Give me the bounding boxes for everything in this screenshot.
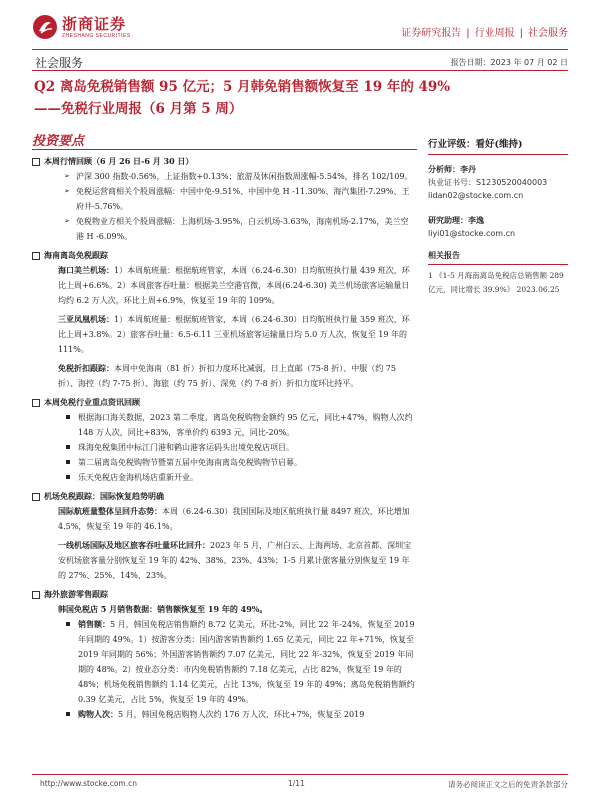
sales-item [32,617,417,707]
section-bar [32,51,568,71]
buyers-item [32,707,417,722]
discount-paragraph [32,361,417,391]
tier1-paragraph [32,538,417,583]
analyst-email[interactable]: lidan02@stocke.com.cn [428,191,524,200]
tier1-head: 一线机场国际及地区旅客吞吐量环比回升： [58,540,210,550]
haikou-head: 海口美兰机场： [58,265,114,275]
list-item: ➢ 免税物业方相关个股周涨幅：上海机场-3.95%，白云机场-3.63%，海南机场-2.17%，美兰空港 H -6.09%。 [32,214,417,244]
report-title [34,76,574,120]
page-header [32,10,568,50]
title-line-1: Q2 离岛免税销售额 95 亿元；5 月韩免销售额恢复至 19 年的 49% [34,79,451,95]
airport-heading: 机场免税跟踪：国际恢复趋势明确 [32,489,417,504]
assistant-label: 研究助理： [428,215,468,225]
assistant-email[interactable]: liyi01@stocke.com.cn [428,229,516,238]
news-heading: 本周免税行业重点资讯回顾 [32,395,417,410]
haikou-text: 1）本周航班量：根据航班管家，本周（6.24-6.30）日均航班执行量 439 班次，环比上周+6.6%。2）本周旅客吞吐量：根据美兰空港官微，本周(6.24-6.30) 美兰机场旅客运输量日均约 6.2 万人次，环比上周+6.9%，恢复至 19 年的 109%。 [58,266,410,305]
footer-disclaimer: 请务必阅读正文之后的免责条款部分 [448,780,568,789]
company-logo [32,12,131,42]
list-item: 根据海口海关数据，2023 第二季度，离岛免税购物金额约 95 亿元，同比+47%，购物人次约 148 万人次，同比+83%，客单价约 6393 元，同比-20%。 [32,410,417,440]
logo-cn: 浙商证券 [62,14,127,33]
tier1-text: 2023 年 5 月，广州白云、上海两场、北京首都、深圳宝安机场旅客量分别恢复至 19 年的 42%、38%、23%、43%；1-5 月累计旅客量分别恢复至 19 年的 27%、25%、14%、23%。 [58,541,412,580]
assistant-line [428,214,568,227]
sanya-paragraph [32,312,417,357]
intl-head: 国际航班量整体呈回升态势： [58,506,162,516]
related-report-link[interactable]: 1 《1-5 月海南离岛免税店总销售额 289 亿元，同比增长 39.9%》 2023.06.25 [428,271,564,294]
analyst-label: 分析师： [428,164,460,174]
intl-text: 本周（6.24-6.30）我国国际及地区航班执行量 8497 班次，环比增加 4.5%，恢复至 19 年的 46.1%。 [58,507,410,531]
section-divider [32,70,568,71]
list-item: ➢ 免税运营商相关个股周涨幅：中国中免-9.51%、中国中免 H -11.30%、海汽集团-7.29%、王府井-5.76%。 [32,184,417,214]
section-name: 社会服务 [35,56,84,70]
invest-heading: 投资要点 [32,130,417,150]
crumb-report-type: 证券研究报告 [401,28,462,39]
discount-text: 本周中免海南（81 折）折扣力度环比减弱，日上直邮（75-8 折）、中服（约 75 折）、海控（约 7-75 折）、海旅（约 75 折）、深免（约 7-8 折）折扣力度环比持平。 [58,364,396,388]
assistant-name: 李逸 [468,215,484,225]
page-number: 1/11 [288,779,305,788]
sanya-head: 三亚凤凰机场： [58,314,114,324]
analyst-name: 李丹 [460,164,476,174]
haikou-paragraph [32,263,417,308]
page-footer [32,774,568,790]
list-item: 第二届离岛免税购物节暨第五届中免海南离岛免税购物节启幕。 [32,455,417,470]
industry-rating: 行业评级：看好(维持) [428,136,568,155]
title-line-2: ——免税行业周报（6 月第 5 周） [34,101,243,117]
related-reports-heading: 相关报告 [428,250,568,265]
logo-icon [32,14,58,40]
breadcrumb: 证券研究报告 | 行业周报 | 社会服务 [401,28,568,39]
hainan-tracking-heading: 海南离岛免税跟踪 [32,248,417,263]
market-review-heading: 本周行情回顾（6 月 26 日-6 月 30 日） [32,154,417,169]
crumb-weekly: 行业周报 [474,28,515,39]
analyst-line [428,163,568,176]
overseas-heading: 海外旅游零售跟踪 [32,587,417,602]
crumb-sector: 社会服务 [528,28,568,39]
analyst-cert: 执业证书号：S1230520040003 [428,178,548,187]
side-column [428,130,568,297]
buyers-text: 5 月，韩国免税店购物人次约 176 万人次，环比+7%，恢复至 2019 [118,710,365,719]
discount-head: 免税折扣跟踪： [58,363,114,373]
list-item: 乐天免税店金海机场店重新开业。 [32,470,417,485]
footer-url[interactable]: http://www.stocke.com.cn [40,779,137,788]
main-column [32,130,417,722]
list-item: ➢ 沪深 300 指数-0.56%，上证指数+0.13%；旅游及休闲指数周涨幅-5.54%，排名 102/109。 [32,169,417,184]
list-item: 珠海免税集团中标江门港和鹤山港客运码头出境免税店项目。 [32,440,417,455]
buyers-label: 购物人次： [78,709,118,719]
sanya-text: 1）本周航班量：根据航班管家，本周（6.24-6.30）日均航班执行量 359 班次，环比上周+3.8%。2）旅客吞吐量：6.5-6.11 三亚机场旅客运输量日均 5.0 万人次，恢复至 19 年的 111%。 [58,315,410,354]
logo-en: ZHESHANG SECURITIES [62,32,131,39]
report-date: 报告日期：2023 年 07 月 02 日 [450,58,568,67]
sales-text: 5 月，韩国免税店销售额约 8.72 亿美元，环比-2%，同比 22 年-24%，恢复至 2019 年同期的 49%。1）按游客分类：国内游客销售额约 1.65 亿美元，同比 22 年+71%，恢复至 2019 年同期的 56%；外国游客销售额约 7.07 亿美元，同比 22 年-32%，恢复至 2019 年同期的 48%。2）按业态分类：市内免税销售额约 7.18 亿美元，占比 82%，恢复至 19 年的 48%；机场免税销售额约 1.14 亿美元，占比 13%，恢复至 19 年的 49%；离岛免税销售额约 0.39 亿美元，占比 5%，恢复至 19 年的 49%。 [78,620,415,704]
intl-paragraph [32,504,417,534]
korea-heading: 韩国免税店 5 月销售数据：销售额恢复至 19 年的 49%。 [58,604,268,614]
sales-label: 销售额： [78,619,110,629]
